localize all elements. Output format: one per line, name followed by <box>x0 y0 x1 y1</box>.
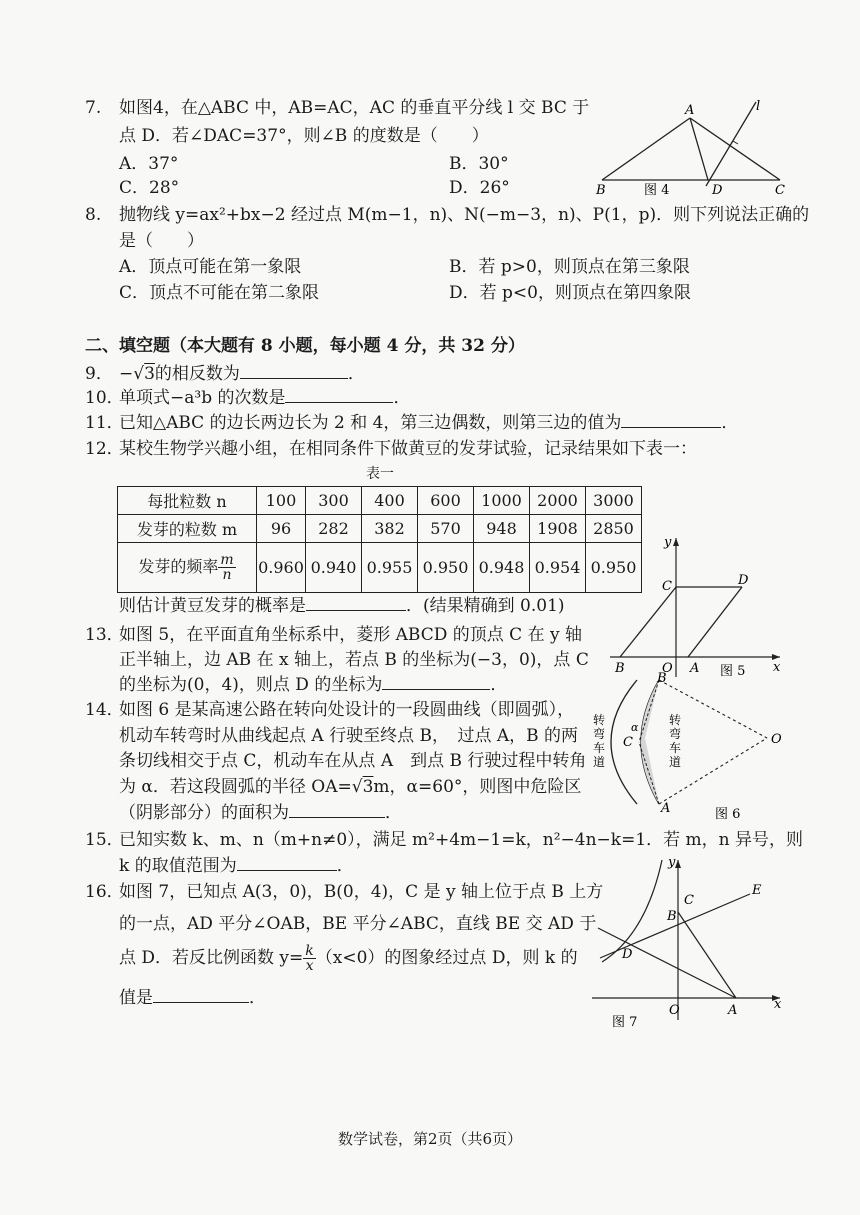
page-footer: 数学试卷，第2页（共6页） <box>337 1130 523 1148</box>
table-title: 表一 <box>366 466 394 482</box>
fig4-caption: 图 4 <box>644 183 670 196</box>
q15-answer-blank[interactable] <box>237 854 337 871</box>
q12-number: 12． <box>85 439 124 459</box>
table-cell: 0.950 <box>586 543 642 593</box>
fig5-label-y: y <box>664 535 672 550</box>
q14-end: ． <box>385 803 402 823</box>
fig5-label-b: B <box>615 661 625 676</box>
fig4-label-d: D <box>712 183 723 196</box>
table-cell: 100 <box>257 487 306 515</box>
road-char: 转 <box>593 713 606 727</box>
q11-end: ． <box>721 413 739 433</box>
table-cell: 948 <box>474 515 530 543</box>
q14-line5 <box>119 801 402 826</box>
q9-answer-blank[interactable] <box>240 362 348 379</box>
q16-answer-blank[interactable] <box>153 986 249 1003</box>
fig6-right-road-label <box>669 712 681 769</box>
q12-answer-blank[interactable] <box>306 594 406 611</box>
fig6-label-a: A <box>661 801 671 816</box>
q11-number: 11． <box>85 413 124 433</box>
q7-number: 7. <box>85 98 102 118</box>
row-label: 每批粒数 n <box>118 487 257 515</box>
q14-line1 <box>85 698 574 723</box>
q12 <box>85 437 697 462</box>
fig7-label-x: x <box>774 997 782 1012</box>
q15-number: 15． <box>85 830 124 850</box>
q16-line4-text: 值是 <box>119 988 153 1008</box>
fig5-label-d: D <box>738 573 749 588</box>
fig7-label-d: D <box>622 947 633 962</box>
fig7-label-a: A <box>728 1003 738 1018</box>
table-cell: 0.940 <box>306 543 362 593</box>
q10-end: ． <box>393 388 411 408</box>
q7-stem: 如图4，在△ABC 中，AB=AC，AC 的垂直平分线 l 交 BC 于 <box>119 98 590 118</box>
q11-answer-blank[interactable] <box>621 411 721 428</box>
table-cell: 3000 <box>586 487 642 515</box>
figure-6 <box>585 672 790 822</box>
row-label <box>118 543 257 593</box>
road-char: 道 <box>669 755 682 769</box>
table-cell: 600 <box>418 487 474 515</box>
q7-line2: 点 D．若∠DAC=37°，则∠B 的度数是（ ） <box>119 126 489 146</box>
q15-line2-text: k 的取值范围为 <box>119 856 237 876</box>
road-char: 车 <box>669 741 682 755</box>
q9-minus: − <box>119 364 134 384</box>
table-cell: 0.954 <box>530 543 586 593</box>
q7-option-b[interactable]: B．30° <box>449 154 509 174</box>
q14-line3: 条切线相交于点 C，机动车在从点 A 到点 B 行驶过程中转角 <box>119 751 587 771</box>
fig4-label-l: l <box>756 99 761 114</box>
q14-line4-post: m，α=60°，则图中危险区 <box>373 777 582 797</box>
fig6-label-c: C <box>623 735 633 750</box>
table-cell: 382 <box>362 515 418 543</box>
q10-stem: 单项式−a³b 的次数是 <box>119 388 286 408</box>
q13-line1 <box>85 623 582 648</box>
table-cell: 2850 <box>586 515 642 543</box>
q7-option-d[interactable]: D．26° <box>449 178 510 198</box>
fig4-label-a: A <box>685 103 695 118</box>
table-row <box>118 543 642 593</box>
q12-stem: 某校生物学兴趣小组，在相同条件下做黄豆的发芽试验，记录结果如下表一： <box>119 439 697 459</box>
fig7-label-b: B <box>667 909 677 924</box>
q9 <box>85 362 365 387</box>
q16-number: 16． <box>85 882 124 902</box>
q12-after <box>119 594 565 619</box>
table-cell: 0.950 <box>418 543 474 593</box>
q8-option-c[interactable]: C．顶点不可能在第二象限 <box>119 283 320 303</box>
q15-end: ． <box>336 856 354 876</box>
q13-line2: 正半轴上，边 AB 在 x 轴上，若点 B 的坐标为(−3，0)，点 C <box>119 650 589 670</box>
row-label-text: 发芽的频率 <box>138 557 219 576</box>
frac-num: m <box>220 552 234 568</box>
q8-line1 <box>85 203 809 228</box>
frac-den: x <box>305 958 314 974</box>
q9-end: ． <box>347 364 365 384</box>
q13-stem: 如图 5，在平面直角坐标系中，菱形 ABCD 的顶点 C 在 y 轴 <box>119 625 582 645</box>
section-2-title: 二、填空题（本大题有 8 小题，每小题 4 分，共 32 分） <box>85 336 525 356</box>
q13-end: ． <box>490 675 508 695</box>
q16-stem: 如图 7，已知点 A(3，0)，B(0，4)，C 是 y 轴上位于点 B 上方 <box>119 882 604 902</box>
q8-stem: 抛物线 y=ax²+bx−2 经过点 M(m−1，n)、N(−m−3，n)、P(1，p)．则下列说法正确的 <box>119 205 810 225</box>
q16-line3 <box>119 944 578 973</box>
q13-line3 <box>119 673 507 698</box>
table-row <box>118 515 642 543</box>
figure-5 <box>600 530 790 682</box>
road-char: 车 <box>593 741 606 755</box>
q16-end: ． <box>249 988 266 1008</box>
fig6-label-alpha: α <box>631 721 639 734</box>
table-cell: 0.960 <box>257 543 306 593</box>
q16-line3-post: （x<0）的图象经过点 D，则 k 的 <box>315 948 578 968</box>
figure-4 <box>590 96 790 196</box>
fig7-label-c: C <box>684 893 694 908</box>
fig7-label-e: E <box>752 883 762 898</box>
q14-answer-blank[interactable] <box>289 801 385 818</box>
fig7-caption: 图 7 <box>612 1015 638 1030</box>
q11 <box>85 411 738 436</box>
table-cell: 300 <box>306 487 362 515</box>
sqrt-symbol: √ <box>351 777 363 797</box>
q9-radicand: 3 <box>144 364 155 384</box>
table-cell: 2000 <box>530 487 586 515</box>
q8-option-d[interactable]: D．若 p<0，则顶点在第四象限 <box>449 283 691 303</box>
q16-line2: 的一点，AD 平分∠OAB，BE 平分∠ABC，直线 BE 交 AD 于 <box>119 914 597 934</box>
q16-line3-pre: 点 D．若反比例函数 y= <box>119 948 304 968</box>
fraction-m-over-n <box>218 553 235 582</box>
table-cell: 282 <box>306 515 362 543</box>
germination-table <box>117 486 642 593</box>
frac-num: k <box>305 943 314 959</box>
fig4-label-c: C <box>775 183 785 196</box>
q7-option-a[interactable]: A．37° <box>119 154 179 174</box>
q10 <box>85 386 410 411</box>
fig5-caption: 图 5 <box>720 664 746 679</box>
q15-line1 <box>85 828 803 853</box>
q16-line4 <box>119 986 266 1011</box>
table-cell: 0.955 <box>362 543 418 593</box>
fig5-label-x: x <box>773 660 781 675</box>
q15-line2 <box>119 854 354 879</box>
q11-stem: 已知△ABC 的边长两边长为 2 和 4，第三边偶数，则第三边的值为 <box>119 413 622 433</box>
fig6-label-b: B <box>657 672 667 686</box>
q13-line3-text: 的坐标为(0，4)，则点 D 的坐标为 <box>119 675 383 695</box>
road-char: 弯 <box>669 727 682 741</box>
q9-stem: 的相反数为 <box>154 364 240 384</box>
fig4-label-b: B <box>596 183 606 196</box>
fig7-label-o: O <box>669 1003 680 1018</box>
figure-7 <box>588 852 788 1032</box>
q8-number: 8. <box>85 205 102 225</box>
fig5-label-o: O <box>662 661 673 676</box>
fraction-k-over-x <box>303 944 315 973</box>
road-char: 转 <box>669 713 682 727</box>
table-cell: 96 <box>257 515 306 543</box>
q14-stem: 如图 6 是某高速公路在转向处设计的一段圆曲线（即圆弧）， <box>119 700 575 720</box>
q10-number: 10． <box>85 388 124 408</box>
q8-option-a[interactable]: A．顶点可能在第一象限 <box>119 257 302 277</box>
q14-number: 14． <box>85 700 124 720</box>
q8-option-b[interactable]: B．若 p>0，则顶点在第三象限 <box>449 257 690 277</box>
table-cell: 1908 <box>530 515 586 543</box>
q13-number: 13． <box>85 625 124 645</box>
sqrt-symbol: √ <box>133 364 145 384</box>
fig5-label-c: C <box>662 579 672 594</box>
table-row <box>118 487 642 515</box>
fig7-label-y: y <box>668 855 676 870</box>
q14-line4-pre: 为 α．若这段圆弧的半径 OA= <box>119 777 352 797</box>
fig6-caption: 图 6 <box>715 807 741 822</box>
frac-den: n <box>222 567 232 583</box>
table-cell: 400 <box>362 487 418 515</box>
q14-line5-text: （阴影部分）的面积为 <box>119 803 289 823</box>
table-cell: 570 <box>418 515 474 543</box>
q10-answer-blank[interactable] <box>285 386 393 403</box>
q12-after-text: 则估计黄豆发芽的概率是 <box>119 596 306 616</box>
q8-line2: 是（ ） <box>119 231 204 251</box>
q15-stem: 已知实数 k、m、n（m+n≠0），满足 m²+4m−1=k，n²−4n−k=1．若 m，n 异号，则 <box>119 830 804 850</box>
q14-line2: 机动车转弯时从曲线起点 A 行驶至终点 B， 过点 A，B 的两 <box>119 726 579 746</box>
table-cell: 1000 <box>474 487 530 515</box>
row-label: 发芽的粒数 m <box>118 515 257 543</box>
fig6-left-road-label <box>593 712 605 769</box>
table-cell: 0.948 <box>474 543 530 593</box>
q14-line4 <box>119 775 581 800</box>
fig6-label-o: O <box>771 732 782 747</box>
q12-after-note: ．(结果精确到 0.01) <box>406 596 565 616</box>
road-char: 道 <box>593 755 606 769</box>
q9-number: 9． <box>85 364 113 384</box>
q14-radicand: 3 <box>362 777 374 797</box>
fig5-label-a: A <box>690 661 700 676</box>
q16-line1 <box>85 880 603 905</box>
road-char: 弯 <box>593 727 606 741</box>
q7-line1 <box>85 96 589 121</box>
q7-option-c[interactable]: C．28° <box>119 178 180 198</box>
q13-answer-blank[interactable] <box>382 673 490 690</box>
